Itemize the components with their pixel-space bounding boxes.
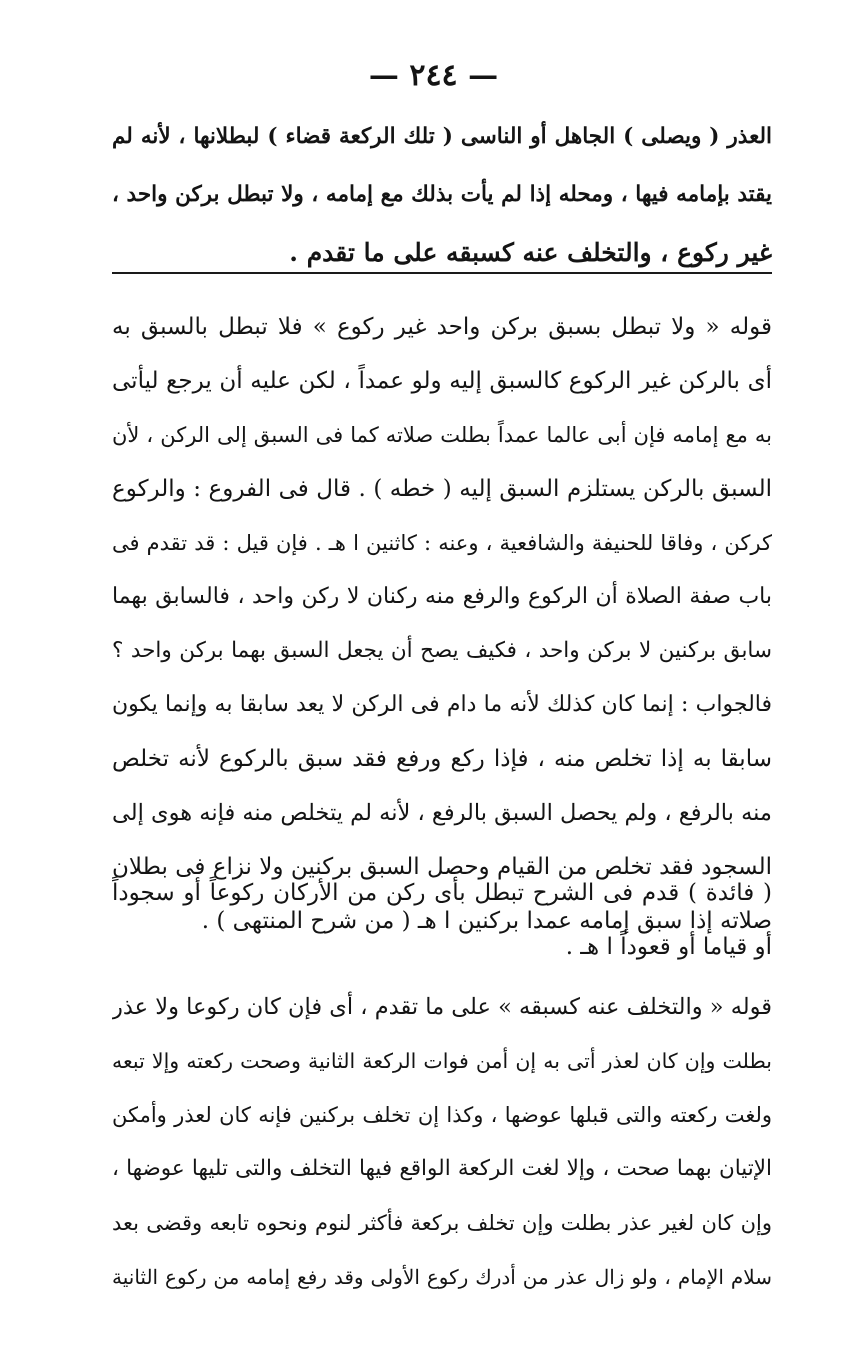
commentary-line: بطلت وإن كان لعذر أتى به إن أمن فوات الركعة الثانية وصحت ركعته وإلا تبعه [112,1049,772,1073]
main-text-line: يقتد بإمامه فيها ، ومحله إذا لم يأت بذلك مع إمامه ، ولا تبطل بركن واحد ، [112,182,772,207]
commentary-line: منه بالرفع ، ولم يحصل السبق بالرفع ، لأنه لم يتخلص منه فإنه هوى إلى [112,800,772,826]
commentary-line: ( فائدة ) قدم فى الشرح تبطل بأى ركن من الأركان ركوعاً أو سجوداً [112,880,772,906]
commentary-line: قوله « ولا تبطل بسبق بركن واحد غير ركوع » فلا تبطل بالسبق به [112,314,772,340]
main-text [112,108,772,282]
main-text-line: غير ركوع ، والتخلف عنه كسبقه على ما تقدم . [289,238,772,267]
commentary-line: أى بالركن غير الركوع كالسبق إليه ولو عمداً ، لكن عليه أن يرجع ليأتى [112,368,772,394]
commentary-line: وإن كان لغير عذر بطلت وإن تخلف بركعة فأكثر لنوم ونحوه تابعه وقضى بعد [112,1211,772,1235]
commentary-line: كركن ، وفاقا للحنيفة والشافعية ، وعنه : كاثنين ا هـ . فإن قيل : قد تقدم فى [112,531,772,555]
commentary-line: سابقا به إذا تخلص منه ، فإذا ركع ورفع فقد سبق بالركوع لأنه تخلص [112,746,772,772]
commentary-line: سابق بركنين لا بركن واحد ، فكيف يصح أن يجعل السبق بهما بركن واحد ؟ [112,638,772,663]
commentary-line: السبق بالركن يستلزم السبق إليه ( خطه ) . قال فى الفروع : والركوع [112,476,772,502]
commentary-line: باب صفة الصلاة أن الركوع والرفع منه ركنان لا ركن واحد ، فالسابق بهما [112,584,772,609]
main-text-line: العذر ( ويصلى ) الجاهل أو الناسى ( تلك الركعة قضاء ) لبطلانها ، لأنه لم [112,124,772,149]
page-number: — ٢٤٤ — [368,58,499,93]
commentary-section-2 [112,866,772,974]
commentary-line: صلاته إذا سبق إمامه عمدا بركنين ا هـ ( من شرح المنتهى ) . [201,908,772,934]
commentary-line: أو قياما أو قعوداً ا هـ . [565,934,772,960]
commentary-line: السجود فقد تخلص من القيام وحصل السبق بركنين ولا نزاع فى بطلان [112,854,772,880]
commentary-line: الإتيان بهما صحت ، وإلا لغت الركعة الواقع فيها التخلف والتى تليها عوضها ، [112,1156,772,1181]
separator-rule [112,272,772,274]
commentary-line: فالجواب : إنما كان كذلك لأنه ما دام فى الركن لا يعد سابقا به وإنما يكون [112,692,772,717]
commentary-section-1 [112,300,772,948]
commentary-line: ولغت ركعته والتى قبلها عوضها ، وكذا إن تخلف بركنين فإنه كان لعذر وأمكن [112,1103,772,1127]
commentary-line: به مع إمامه فإن أبى عالما عمداً بطلت صلاته كما فى السبق إلى الركن ، لأن [112,423,772,447]
commentary-line: سلام الإمام ، ولو زال عذر من أدرك ركوع الأولى وقد رفع إمامه من ركوع الثانية [112,1265,772,1289]
commentary-section-3 [112,980,772,1304]
commentary-line: قوله « والتخلف عنه كسبقه » على ما تقدم ، أى فإن كان ركوعا ولا عذر [112,994,772,1020]
